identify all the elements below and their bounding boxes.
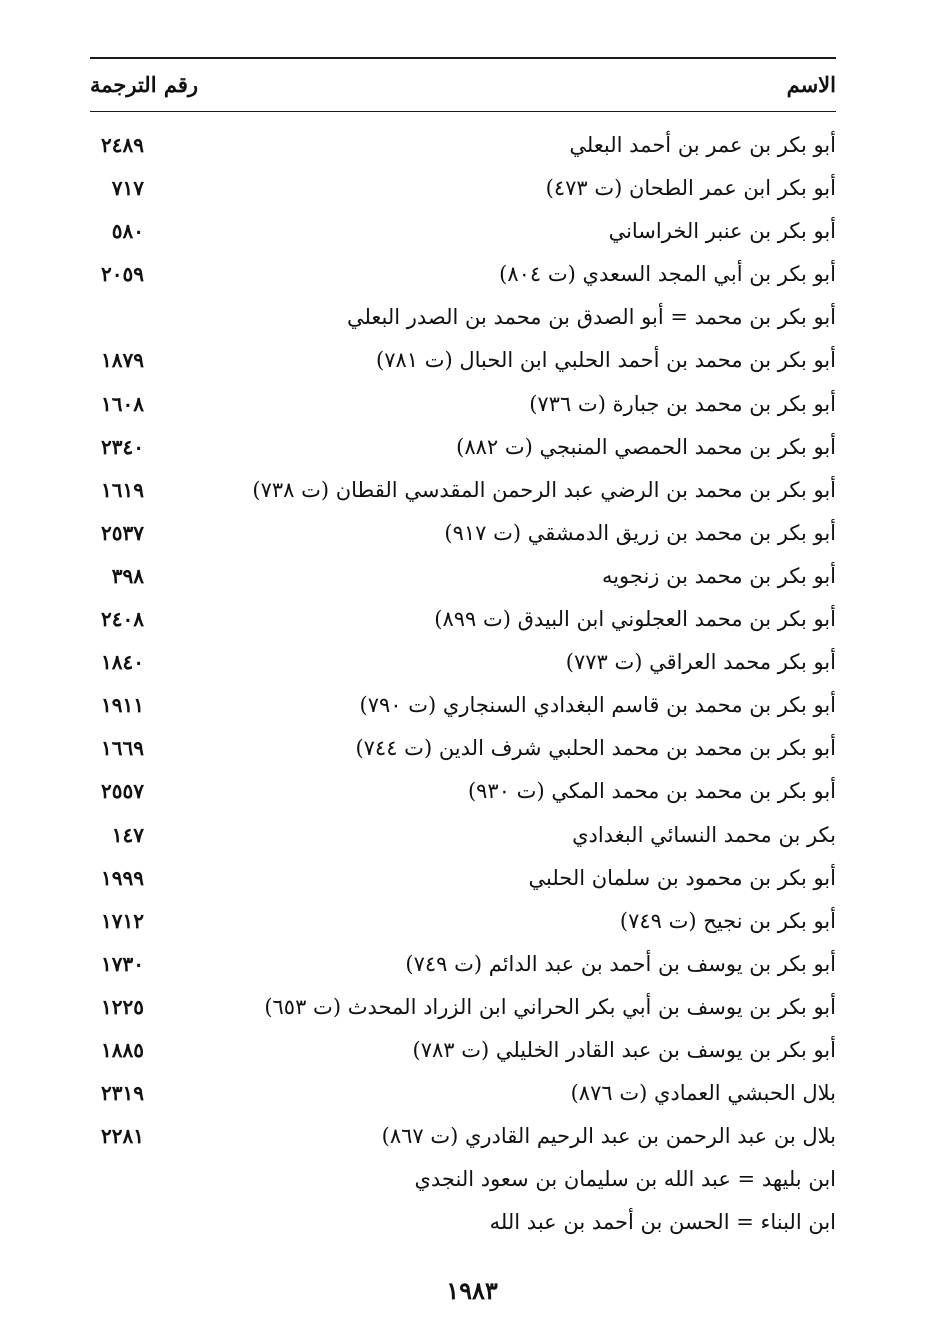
index-entry xyxy=(90,731,836,774)
index-entry xyxy=(90,774,836,817)
index-entry xyxy=(90,1119,836,1162)
entry-name: أبو بكر بن محمد بن محمد المكي (ت ٩٣٠) xyxy=(467,779,836,804)
entry-number: ٢٤٠٨ xyxy=(101,607,144,632)
entry-number: ٥٨٠ xyxy=(111,219,144,244)
number-column-label: رقم الترجمة xyxy=(90,72,199,97)
index-entries xyxy=(90,128,836,1248)
index-entry xyxy=(90,214,836,257)
entry-number: ١٦٠٨ xyxy=(101,391,144,416)
index-entry xyxy=(90,171,836,214)
entry-name: أبو بكر بن عمر بن أحمد البعلي xyxy=(569,133,836,157)
index-entry xyxy=(90,818,836,861)
entry-name: أبو بكر بن محمد العجلوني ابن البيدق (ت ٨٩٩) xyxy=(434,607,836,632)
index-entry xyxy=(90,343,836,386)
entry-number: ١٦١٩ xyxy=(101,477,144,502)
index-entry xyxy=(90,1205,836,1248)
entry-name: أبو بكر محمد العراقي (ت ٧٧٣) xyxy=(565,650,836,675)
entry-name: أبو بكر بن محمد بن زريق الدمشقي (ت ٩١٧) xyxy=(444,520,836,545)
column-header xyxy=(90,72,836,106)
entry-number: ٢٢٨١ xyxy=(101,1124,144,1149)
index-entry xyxy=(90,430,836,473)
entry-name: أبو بكر بن يوسف بن عبد القادر الخليلي (ت ٧٨٣) xyxy=(412,1037,836,1062)
entry-name: أبو بكر ابن عمر الطحان (ت ٤٧٣) xyxy=(545,176,836,201)
entry-number: ٣٩٨ xyxy=(111,563,144,588)
entry-name: ابن البناء = الحسن بن أحمد بن عبد الله xyxy=(489,1210,836,1235)
entry-name: أبو بكر بن محمد بن زنجويه xyxy=(601,563,836,588)
index-entry xyxy=(90,1033,836,1076)
index-entry xyxy=(90,473,836,516)
entry-number: ١٧١٢ xyxy=(101,908,144,933)
entry-name: أبو بكر بن محمد بن قاسم البغدادي السنجاري (ت ٧٩٠) xyxy=(359,693,836,718)
index-entry xyxy=(90,387,836,430)
index-entry xyxy=(90,645,836,688)
entry-number: ١٦٦٩ xyxy=(101,736,144,761)
entry-number: ١٩٩٩ xyxy=(101,865,144,890)
entry-name: أبو بكر بن محمد بن الرضي عبد الرحمن المقدسي القطان (ت ٧٣٨) xyxy=(252,477,836,502)
entry-number: ٢٠٥٩ xyxy=(101,262,144,287)
entry-name: أبو بكر بن محمد الحمصي المنبجي (ت ٨٨٢) xyxy=(456,434,836,459)
entry-number: ١٨٨٥ xyxy=(101,1037,144,1062)
entry-number: ٧١٧ xyxy=(111,176,144,201)
index-entry xyxy=(90,516,836,559)
index-entry xyxy=(90,559,836,602)
entry-number: ١٢٢٥ xyxy=(101,994,144,1019)
index-entry xyxy=(90,947,836,990)
index-entry xyxy=(90,1162,836,1205)
index-entry xyxy=(90,688,836,731)
entry-name: بلال بن عبد الرحمن بن عبد الرحيم القادري (ت ٨٦٧) xyxy=(381,1124,836,1149)
index-entry xyxy=(90,990,836,1033)
index-entry xyxy=(90,602,836,645)
entry-name: أبو بكر بن عنبر الخراساني xyxy=(608,219,836,244)
entry-number: ١٩١١ xyxy=(101,693,144,718)
entry-name: أبو بكر بن نجيح (ت ٧٤٩) xyxy=(619,908,836,933)
entry-number: ٢٥٥٧ xyxy=(101,779,144,804)
entry-name: ابن بليهد = عبد الله بن سليمان بن سعود النجدي xyxy=(414,1167,836,1192)
entry-name: أبو بكر بن محمد بن محمد الحلبي شرف الدين (ت ٧٤٤) xyxy=(355,736,836,761)
entry-name: أبو بكر بن محمود بن سلمان الحلبي xyxy=(528,865,836,890)
index-entry xyxy=(90,300,836,343)
entry-name: أبو بكر بن يوسف بن أبي بكر الحراني ابن الزراد المحدث (ت ٦٥٣) xyxy=(264,994,836,1019)
top-rule xyxy=(90,57,836,59)
entry-number: ٢٣١٩ xyxy=(101,1081,144,1106)
index-entry xyxy=(90,128,836,171)
page-number: ١٩٨٣ xyxy=(446,1276,498,1305)
entry-number: ١٨٤٠ xyxy=(101,650,144,675)
entry-name: بلال الحبشي العمادي (ت ٨٧٦) xyxy=(570,1081,836,1106)
entry-number: ١٨٧٩ xyxy=(101,348,144,373)
entry-number: ١٧٣٠ xyxy=(101,951,144,976)
entry-number: ٢٥٣٧ xyxy=(101,520,144,545)
entry-number: ١٤٧ xyxy=(111,822,144,847)
header-rule xyxy=(90,111,836,112)
entry-name: أبو بكر بن يوسف بن أحمد بن عبد الدائم (ت ٧٤٩) xyxy=(405,951,836,976)
entry-name: أبو بكر بن أبي المجد السعدي (ت ٨٠٤) xyxy=(499,262,836,287)
index-entry xyxy=(90,904,836,947)
entry-name: أبو بكر بن محمد بن جبارة (ت ٧٣٦) xyxy=(529,391,836,416)
entry-name: بكر بن محمد النسائي البغدادي xyxy=(572,822,836,847)
index-entry xyxy=(90,861,836,904)
index-entry xyxy=(90,257,836,300)
index-entry xyxy=(90,1076,836,1119)
name-column-label: الاسم xyxy=(786,72,836,97)
entry-name: أبو بكر بن محمد بن أحمد الحلبي ابن الحبال (ت ٧٨١) xyxy=(376,348,836,373)
entry-number: ٢٣٤٠ xyxy=(101,434,144,459)
entry-number: ٢٤٨٩ xyxy=(101,133,144,157)
entry-name: أبو بكر بن محمد = أبو الصدق بن محمد بن الصدر البعلي xyxy=(346,305,836,330)
